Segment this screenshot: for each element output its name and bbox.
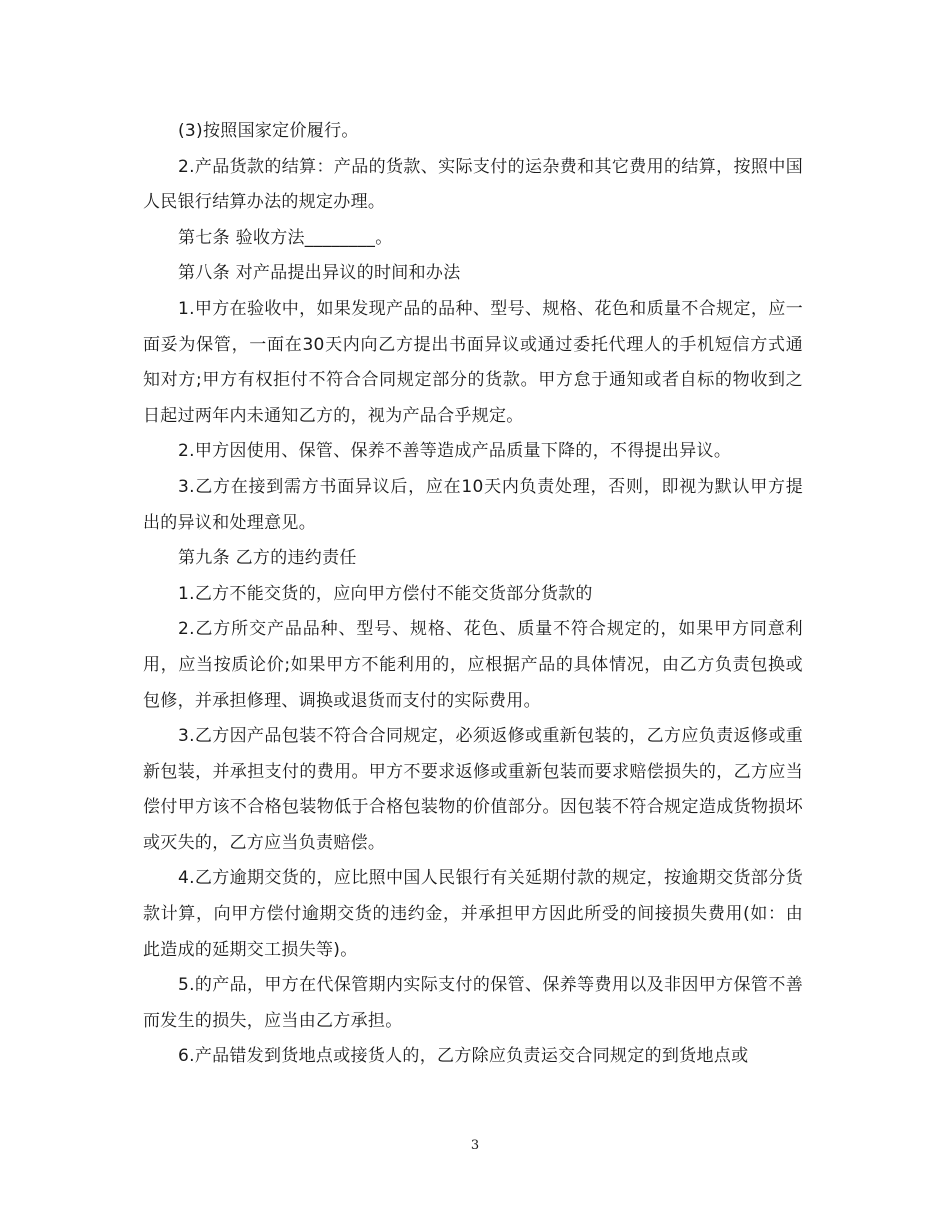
article-8-heading: 第八条 对产品提出异议的时间和办法 — [178, 263, 461, 284]
paragraph-article-9-item-4: 4.乙方逾期交货的，应比照中国人民银行有关延期付款的规定，按逾期交货部分货款计算，向甲方偿付逾期交货的违约金，并承担甲方因此所受的间接损失费用(如：由此造成的延期交工损失等)。 — [143, 868, 803, 960]
paragraph-article-9-item-3: 3.乙方因产品包装不符合合同规定，必须返修或重新包装的，乙方应负责返修或重新包装，并承担支付的费用。甲方不要求返修或重新包装而要求赔偿损失的，乙方应当偿付甲方该不合格包装物低于合格包装物的价值部分。因包装不符合规定造成货物损坏或灭失的，乙方应当负责赔偿。 — [143, 726, 803, 853]
paragraph-article-9-item-6: 6.产品错发到货地点或接货人的，乙方除应负责运交合同规定的到货地点或 — [178, 1046, 749, 1067]
paragraph-article-9-item-5: 5.的产品，甲方在代保管期内实际支付的保管、保养等费用以及非因甲方保管不善而发生的损失，应当由乙方承担。 — [143, 975, 803, 1031]
paragraph-article-8-item-1: 1.甲方在验收中，如果发现产品的品种、型号、规格、花色和质量不合规定，应一面妥为保管，一面在30天内向乙方提出书面异议或通过委托代理人的手机短信方式通知对方;甲方有权拒付不符合合同规定部分的货款。甲方怠于通知或者自标的物收到之日起过两年内未通知乙方的，视为产品合乎规定。 — [143, 298, 803, 426]
paragraph-pricing-item-3: (3)按照国家定价履行。 — [178, 121, 359, 141]
paragraph-article-9-item-2: 2.乙方所交产品品种、型号、规格、花色、质量不符合规定的，如果甲方同意利用，应当按质论价;如果甲方不能利用的，应根据产品的具体情况，由乙方负责包换或包修，并承担修理、调换或退货而支付的实际费用。 — [143, 619, 803, 711]
paragraph-article-8-item-2: 2.甲方因使用、保管、保养不善等造成产品质量下降的，不得提出异议。 — [178, 441, 732, 462]
document-body — [143, 114, 803, 1075]
paragraph-article-8-item-3: 3.乙方在接到需方书面异议后，应在10天内负责处理，否则，即视为默认甲方提出的异议和处理意见。 — [143, 476, 803, 533]
page-number: 3 — [470, 1138, 480, 1153]
paragraph-article-9-item-1: 1.乙方不能交货的，应向甲方偿付不能交货部分货款的 — [178, 583, 593, 604]
article-9-heading: 第九条 乙方的违约责任 — [178, 548, 357, 569]
paragraph-payment-settlement: 2.产品货款的结算：产品的货款、实际支付的运杂费和其它费用的结算，按照中国人民银行结算办法的规定办理。 — [143, 156, 803, 213]
article-7-heading: 第七条 验收方法________。 — [178, 227, 393, 248]
